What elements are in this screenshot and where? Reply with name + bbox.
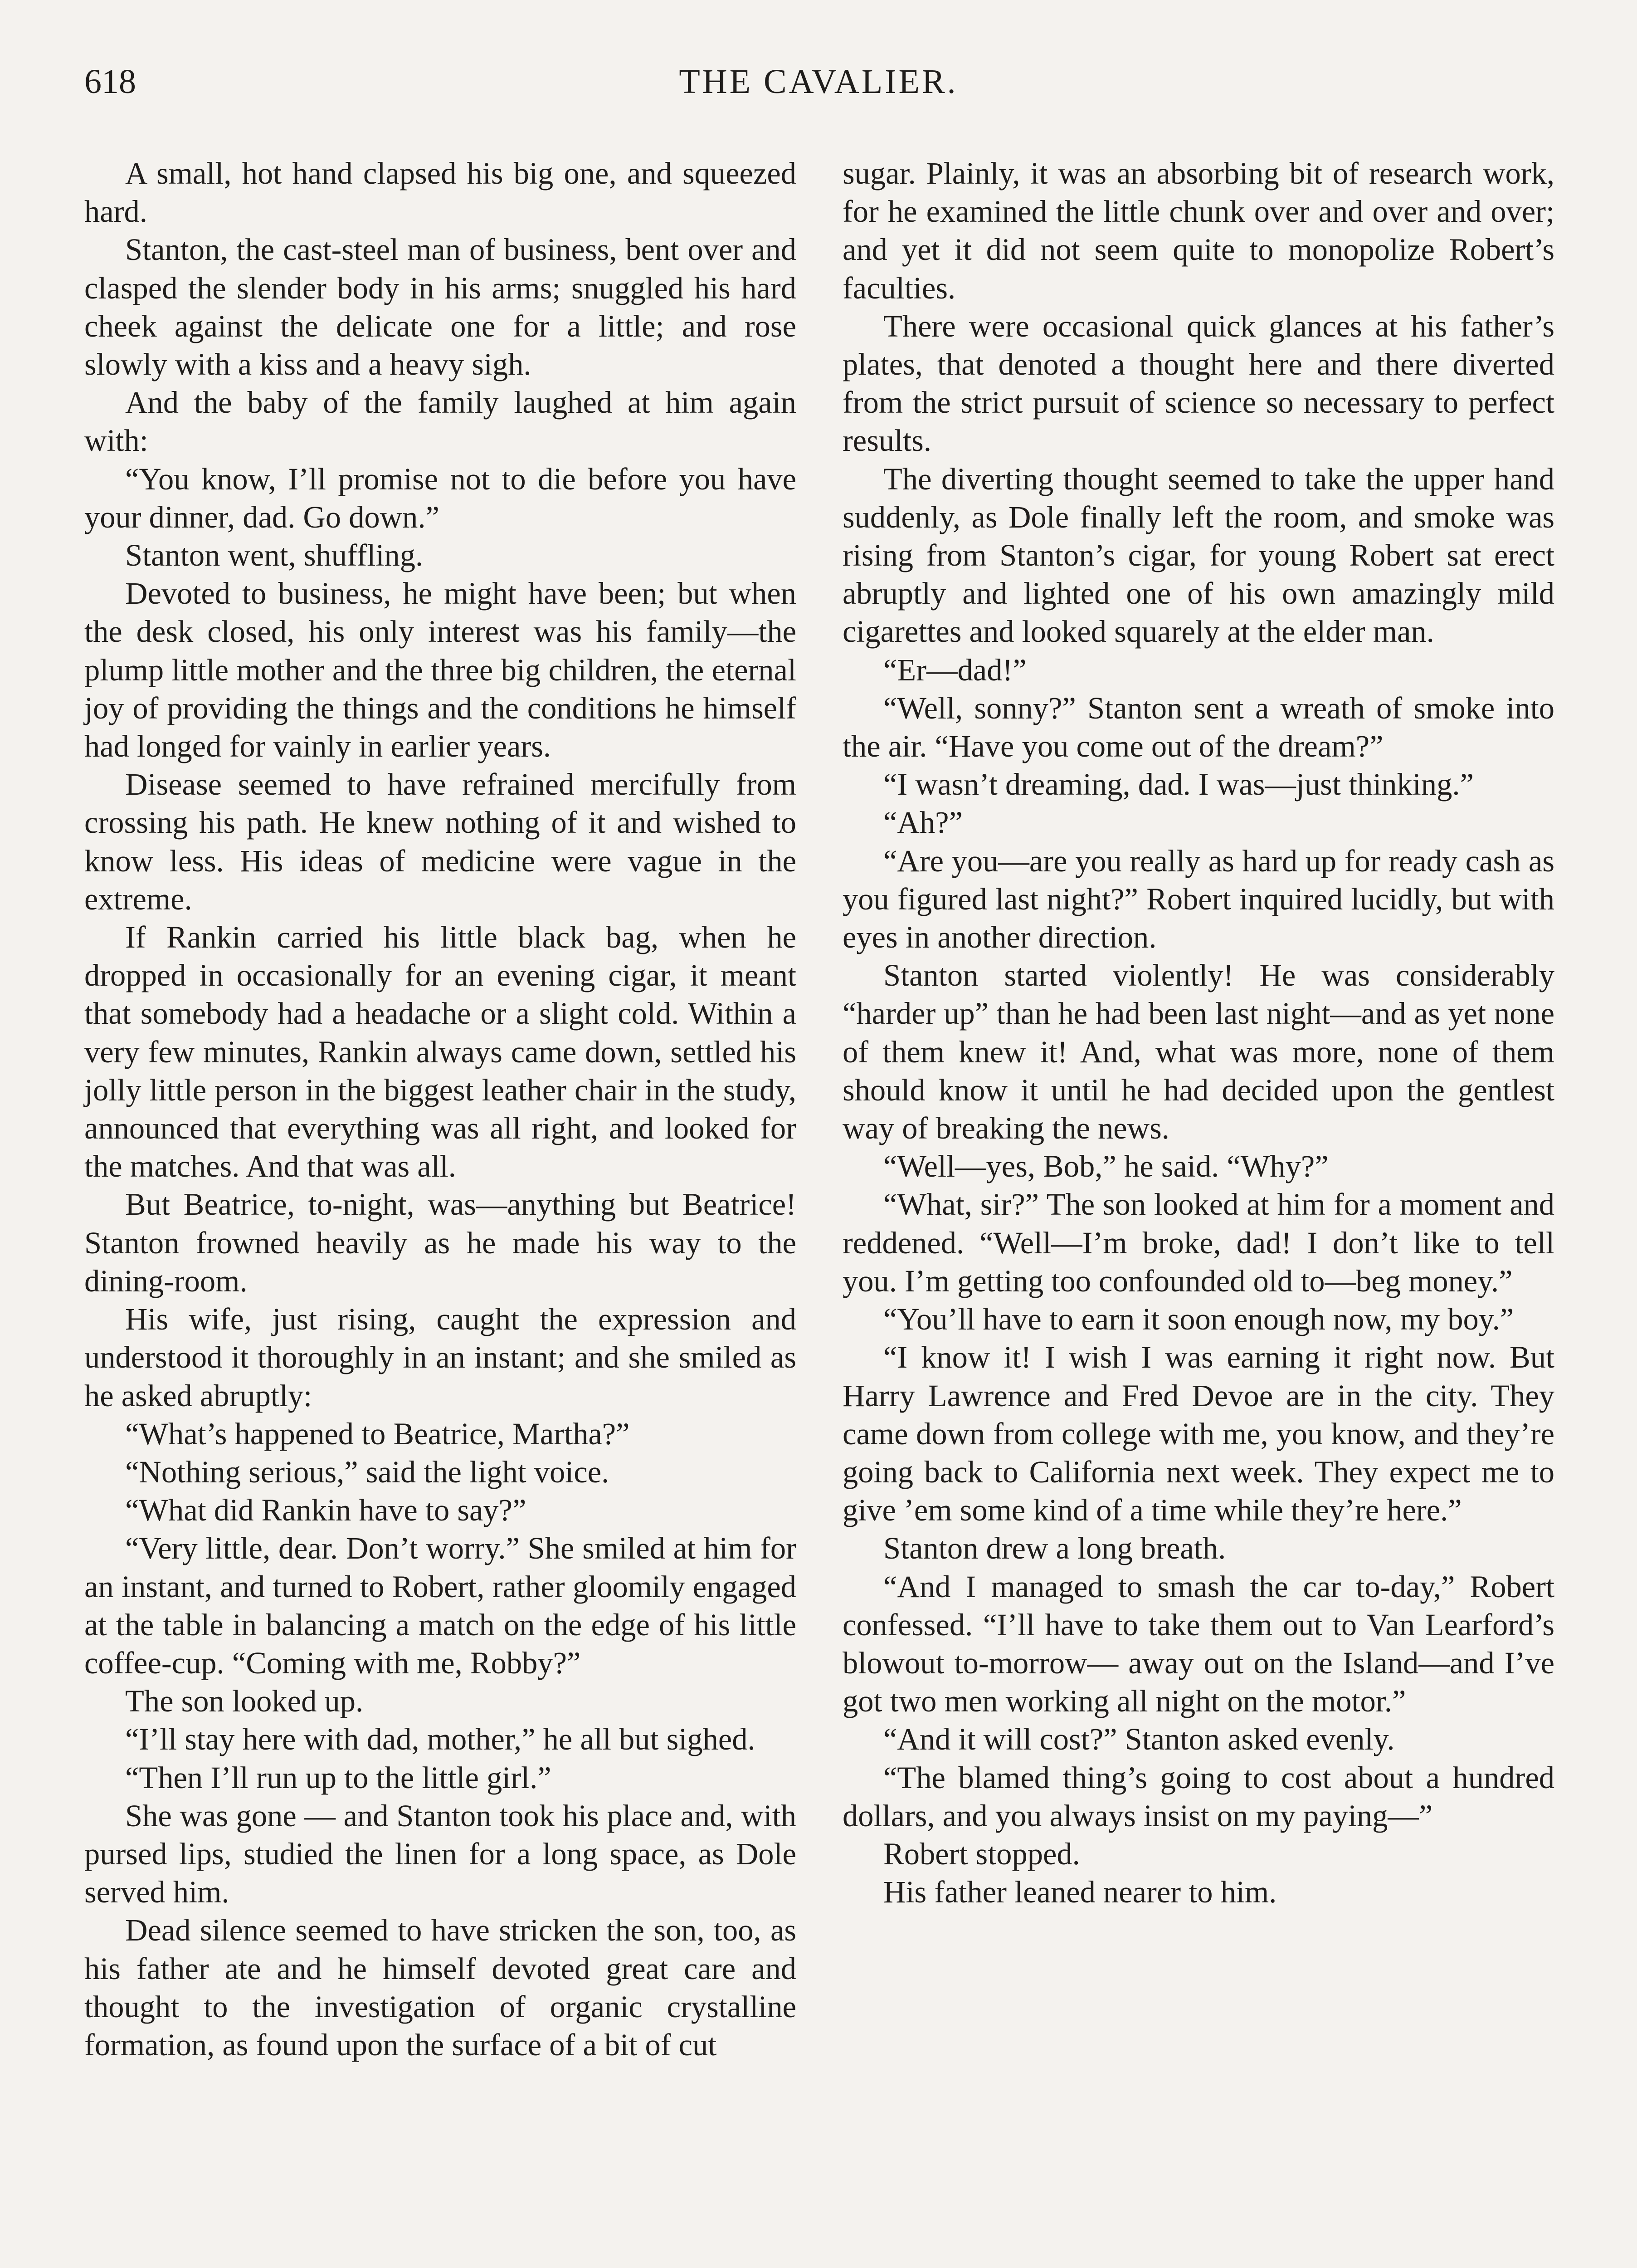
paragraph: Dead silence seemed to have stricken the son, too, as his father ate and he himself devoted great care and thought to the investigation of organic crystalline formation, as found upon the surface of a bit of cut bbox=[84, 1913, 796, 2062]
paragraph: “I’ll stay here with dad, mother,” he all but sighed. bbox=[125, 1722, 755, 1757]
paragraph: “What’s happened to Beatrice, Martha?” bbox=[125, 1416, 630, 1451]
paragraph: “Then I’ll run up to the little girl.” bbox=[125, 1760, 551, 1795]
paragraph: “Ah?” bbox=[883, 805, 963, 840]
paragraph: A small, hot hand clapsed his big one, and squeezed hard. bbox=[84, 156, 796, 229]
paragraph: “Er—dad!” bbox=[883, 652, 1027, 687]
running-head bbox=[84, 59, 1553, 104]
paragraph: “Well—yes, Bob,” he said. “Why?” bbox=[883, 1149, 1329, 1184]
paragraph: “What did Rankin have to say?” bbox=[125, 1493, 526, 1528]
paragraph: If Rankin carried his little black bag, when he dropped in occasionally for an evening cigar, it meant that somebody had a headache or a slight cold. Within a very few minutes, Rankin always came down, settled his jolly little person in the biggest leather chair in the study, announced that everything was all right, and looked for the matches. And that was all. bbox=[84, 920, 796, 1184]
paragraph: She was gone — and Stanton took his place and, with pursed lips, studied the linen for a long space, as Dole served him. bbox=[84, 1798, 796, 1910]
left-text-column bbox=[84, 154, 796, 2064]
right-text-column bbox=[843, 154, 1554, 1911]
paragraph: “Nothing serious,” said the light voice. bbox=[125, 1454, 609, 1489]
page-number: 618 bbox=[84, 63, 136, 101]
paragraph: “Well, sonny?” Stanton sent a wreath of smoke into the air. “Have you come out of the dream?” bbox=[843, 690, 1554, 764]
paragraph: “You’ll have to earn it soon enough now, my boy.” bbox=[883, 1302, 1514, 1337]
paragraph: “And it will cost?” Stanton asked evenly. bbox=[883, 1722, 1395, 1757]
paragraph: Stanton started violently! He was considerably “harder up” than he had been last night—and as yet none of them knew it! And, what was more, none of them should know it until he had decided upon the gentlest way of breaking the news. bbox=[843, 958, 1554, 1146]
paragraph: Stanton, the cast-steel man of business, bent over and clasped the slender body in his arms; snuggled his hard cheek against the delicate one for a little; and rose slowly with a kiss and a heavy sigh. bbox=[84, 232, 796, 382]
paragraph: sugar. Plainly, it was an absorbing bit of research work, for he examined the little chunk over and over and over; and yet it did not seem quite to monopolize Robert’s faculties. bbox=[843, 156, 1554, 305]
paragraph: “I know it! I wish I was earning it right now. But Harry Lawrence and Fred Devoe are in the city. They came down from college with me, you know, and they’re going back to California next week. They expect me to give ’em some kind of a time while they’re here.” bbox=[843, 1340, 1554, 1528]
paragraph: “What, sir?” The son looked at him for a moment and reddened. “Well—I’m broke, dad! I don’t like to tell you. I’m getting too confounded old to—beg money.” bbox=[843, 1187, 1554, 1298]
paragraph: Stanton went, shuffling. bbox=[125, 538, 424, 573]
paragraph: The diverting thought seemed to take the upper hand suddenly, as Dole finally left the room, and smoke was rising from Stanton’s cigar, for young Robert sat erect abruptly and lighted one of his own amazingly mild cigarettes and looked squarely at the elder man. bbox=[843, 461, 1554, 649]
paragraph: Robert stopped. bbox=[883, 1836, 1080, 1871]
paragraph: “Are you—are you really as hard up for ready cash as you figured last night?” Robert inquired lucidly, but with eyes in another direction. bbox=[843, 843, 1554, 955]
paragraph: But Beatrice, to-night, was—anything but Beatrice! Stanton frowned heavily as he made his way to the dining-room. bbox=[84, 1187, 796, 1298]
paragraph: His father leaned nearer to him. bbox=[883, 1875, 1277, 1910]
paragraph: “Very little, dear. Don’t worry.” She smiled at him for an instant, and turned to Robert, rather gloomily engaged at the table in balancing a match on the edge of his little coffee-cup. “Coming with me, Robby?” bbox=[84, 1531, 796, 1680]
paragraph: “You know, I’ll promise not to die before you have your dinner, dad. Go down.” bbox=[84, 461, 796, 534]
paragraph: And the baby of the family laughed at him again with: bbox=[84, 385, 796, 458]
paragraph: Disease seemed to have refrained mercifully from crossing his path. He knew nothing of it and wished to know less. His ideas of medicine were vague in the extreme. bbox=[84, 767, 796, 916]
magazine-title: THE CAVALIER. bbox=[679, 63, 958, 101]
paragraph: “The blamed thing’s going to cost about a hundred dollars, and you always insist on my paying—” bbox=[843, 1760, 1554, 1833]
paragraph: His wife, just rising, caught the expression and understood it thoroughly in an instant; and she smiled as he asked abruptly: bbox=[84, 1302, 796, 1413]
paragraph: Stanton drew a long breath. bbox=[883, 1531, 1226, 1566]
paragraph: “And I managed to smash the car to-day,” Robert confessed. “I’ll have to take them out to Van Learford’s blowout to-morrow— away out on the Island—and I’ve got two men working all night on the motor.” bbox=[843, 1569, 1554, 1719]
paragraph: The son looked up. bbox=[125, 1684, 364, 1719]
paragraph: There were occasional quick glances at his father’s plates, that denoted a thought here and there diverted from the strict pursuit of science so necessary to perfect results. bbox=[843, 308, 1554, 458]
paragraph: Devoted to business, he might have been; but when the desk closed, his only interest was his family—the plump little mother and the three big children, the eternal joy of providing the things and the conditions he himself had longed for vainly in earlier years. bbox=[84, 576, 796, 764]
paragraph: “I wasn’t dreaming, dad. I was—just thinking.” bbox=[883, 767, 1474, 802]
